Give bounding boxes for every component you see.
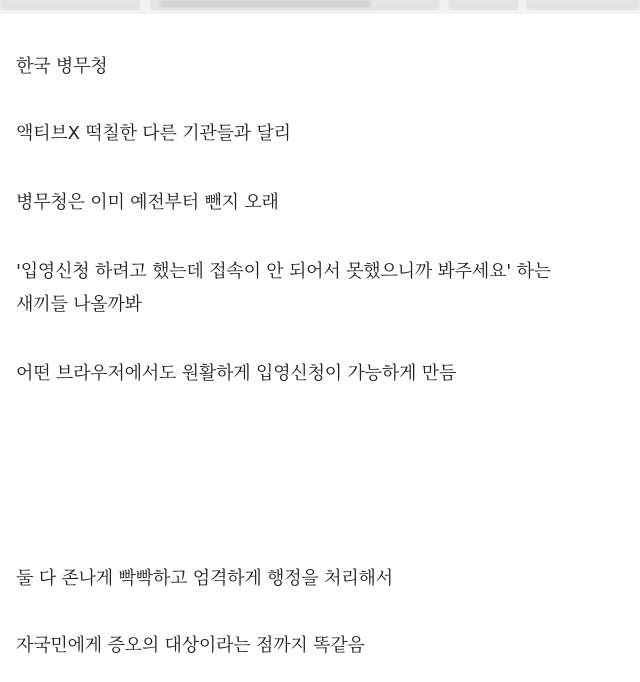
cropped-header-blurred-text	[160, 0, 370, 8]
post-line-5: 새끼들 나올까봐	[16, 294, 142, 315]
post-line-3: 병무청은 이미 예전부터 뺀지 오래	[16, 192, 279, 213]
post-line-6: 어떤 브라우저에서도 원활하게 입영신청이 가능하게 만듬	[16, 363, 457, 384]
cropped-header-block-left	[0, 0, 140, 10]
cropped-header-strip	[0, 0, 640, 14]
post-line-7: 둘 다 존나게 빡빡하고 엄격하게 행정을 처리해서	[16, 568, 393, 589]
post-line-1: 한국 병무청	[16, 56, 108, 77]
cropped-header-block-far-right	[526, 0, 640, 10]
post-line-4: '입영신청 하려고 했는데 접속이 안 되어서 못했으니까 봐주세요' 하는	[16, 261, 551, 282]
post-line-8: 자국민에게 증오의 대상이라는 점까지 똑같음	[16, 635, 365, 656]
post-line-2: 액티브X 떡칠한 다른 기관들과 달리	[16, 123, 291, 144]
cropped-header-block-right	[448, 0, 518, 10]
